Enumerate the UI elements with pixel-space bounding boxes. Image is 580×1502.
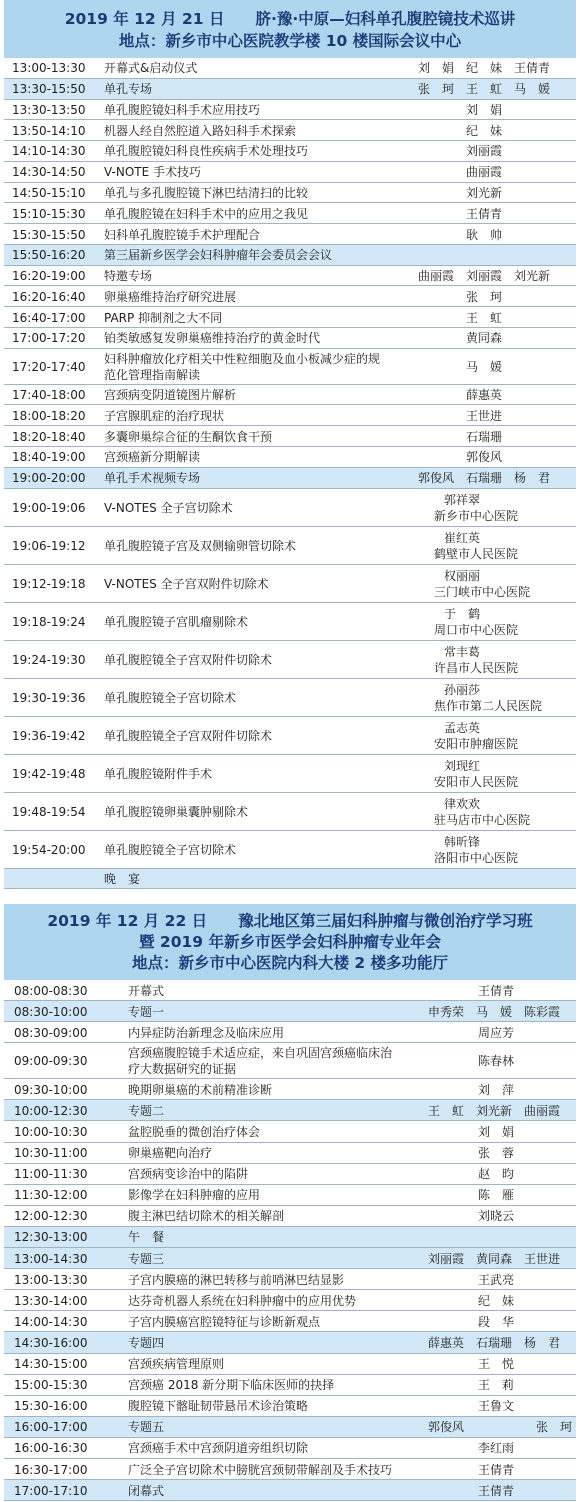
speaker-affiliation: 三门峡市中心医院: [434, 584, 531, 599]
schedule-row: [4, 224, 576, 245]
session-topic: 卵巢癌靶向治疗: [128, 1146, 213, 1161]
session-time: 13:00-13:30: [14, 1272, 88, 1287]
day2-table: [4, 980, 576, 1501]
session-time: 16:00-16:30: [14, 1441, 88, 1456]
session-time: 11:00-11:30: [14, 1167, 88, 1182]
speaker-affiliation: 鹤壁市人民医院: [434, 546, 519, 561]
session-chairs: 王 虹 刘光新 曲丽霞: [428, 1103, 561, 1118]
session-chairs: 薛惠英 石瑞珊 杨 君: [428, 1335, 561, 1350]
schedule-row: [4, 1290, 576, 1311]
session-speaker: 陈 雁: [478, 1188, 515, 1203]
session-topic: 开幕式&启动仪式: [104, 61, 198, 76]
session-speaker: 马 媛: [466, 359, 503, 374]
session-time: 19:36-19:42: [12, 728, 86, 743]
schedule-row: [4, 1164, 576, 1185]
session-topic: 单孔腹腔镜卵巢囊肿剔除术: [104, 804, 249, 819]
session-topic: 宫颈癌新分期解读: [104, 450, 201, 465]
session-topic: 特邀专场: [104, 269, 153, 284]
session-time: 15:00-15:30: [14, 1378, 88, 1393]
session-speaker: 张 珂: [466, 289, 503, 304]
session-chairs: 申秀荣 马 媛 陈彩霞: [428, 1004, 561, 1019]
session-speaker: 崔红英: [444, 530, 481, 545]
session-speaker: 王 虹: [466, 310, 503, 325]
schedule-row: [4, 1375, 576, 1396]
session-speaker: 常丰葛: [444, 644, 481, 659]
session-speaker: 王倩青: [478, 983, 515, 998]
session-time: 16:20-19:00: [12, 269, 86, 284]
schedule-row: [4, 1227, 576, 1248]
session-topic: 单孔腹腔镜附件手术: [104, 766, 213, 781]
session-speaker: 刘晓云: [478, 1209, 515, 1224]
session-topic: 专题三: [128, 1251, 165, 1266]
session-speaker: 韩昕锋: [444, 834, 481, 849]
session-time: 16:00-17:00: [14, 1420, 88, 1435]
speaker-affiliation: 焦作市第二人民医院: [434, 698, 543, 713]
session-time: 19:18-19:24: [12, 614, 86, 629]
session-time: 08:00-08:30: [14, 983, 88, 998]
session-time: 19:30-19:36: [12, 690, 86, 705]
schedule-row: [4, 1079, 576, 1100]
session-time: 13:30-13:50: [12, 102, 86, 117]
session-topic: 闭幕式: [128, 1483, 165, 1498]
schedule-row: [4, 328, 576, 349]
session-speaker: 纪 妹: [466, 123, 503, 138]
schedule-row: [4, 162, 576, 183]
speaker-affiliation: 洛阳市中心医院: [434, 850, 519, 865]
session-time: 17:40-18:00: [12, 388, 86, 403]
speaker-affiliation: 许昌市人民医院: [434, 660, 519, 675]
session-time: 15:10-15:30: [12, 206, 86, 221]
session-time: 14:30-15:00: [14, 1357, 88, 1372]
session-time: 15:50-16:20: [12, 248, 86, 263]
session-speaker: 孟志英: [444, 720, 481, 735]
session-speaker: 于 鹤: [444, 606, 481, 621]
session-time: 14:10-14:30: [12, 144, 86, 159]
day1-table: [4, 58, 576, 889]
session-topic: 广泛全子宫切除术中膀胱宫颈韧带解剖及手术技巧: [128, 1462, 393, 1477]
session-topic-continued: 疗大数据研究的证据: [128, 1062, 237, 1077]
session-topic: 单孔与多孔腹腔镜下淋巴结清扫的比较: [104, 185, 309, 200]
speaker-affiliation: 驻马店市中心医院: [434, 812, 531, 827]
session-topic: 多囊卵巢综合征的生酮饮食干预: [104, 429, 273, 444]
session-speaker: 王 悦: [478, 1357, 515, 1372]
day2-schedule: [4, 904, 576, 1501]
schedule-row: [4, 100, 576, 121]
session-time: 16:30-17:00: [14, 1462, 88, 1477]
session-time: 18:40-19:00: [12, 450, 86, 465]
session-time: 09:30-10:00: [14, 1082, 88, 1097]
session-topic: 子宫腺肌症的治疗现状: [104, 408, 225, 423]
schedule-row: [4, 527, 576, 565]
schedule-row: [4, 120, 576, 141]
session-time: 17:20-17:40: [12, 359, 86, 374]
schedule-row: [4, 1459, 576, 1480]
schedule-row: [4, 1100, 576, 1121]
schedule-row: [4, 1311, 576, 1332]
session-time: 16:40-17:00: [12, 310, 86, 325]
session-topic: 妇科单孔腹腔镜手术护理配合: [104, 227, 261, 242]
speaker-affiliation: 周口市中心医院: [434, 622, 519, 637]
schedule-row: [4, 1354, 576, 1375]
session-topic: 晚期卵巢癌的术前精准诊断: [128, 1082, 273, 1097]
schedule-row: [4, 468, 576, 489]
session-topic: 单孔腹腔镜在妇科手术中的应用之我见: [104, 206, 309, 221]
session-chairs: 郭俊风 石瑞珊 杨 君: [418, 471, 551, 486]
session-speaker: 石瑞珊: [466, 429, 503, 444]
schedule-row: [4, 831, 576, 869]
session-topic: 宫颈癌手术中宫颈阴道旁组织切除: [128, 1441, 309, 1456]
schedule-row: [4, 385, 576, 406]
session-time: 08:30-09:00: [14, 1025, 88, 1040]
day1-header: [4, 0, 576, 58]
session-topic: 单孔腹腔镜全子宫双附件切除术: [104, 728, 273, 743]
schedule-row: [4, 1143, 576, 1164]
session-topic: 专题一: [128, 1004, 165, 1019]
schedule-row: [4, 1185, 576, 1206]
session-speaker: 周应芳: [478, 1025, 515, 1040]
session-time: 17:00-17:10: [14, 1483, 88, 1498]
session-speaker: 刘 娟: [466, 102, 503, 117]
session-topic: 开幕式: [128, 983, 165, 998]
session-topic: 达芬奇机器人系统在妇科肿瘤中的应用优势: [128, 1293, 357, 1308]
session-time: 18:20-18:40: [12, 429, 86, 444]
session-topic: 专题四: [128, 1335, 165, 1350]
session-speaker: 律欢欢: [444, 796, 481, 811]
session-speaker: 王武亮: [478, 1272, 515, 1287]
session-time: 13:30-15:50: [12, 82, 86, 97]
session-topic: 铂类敏感复发卵巢癌维持治疗的黄金时代: [104, 331, 321, 346]
session-speaker: 刘 萍: [478, 1082, 515, 1097]
schedule-row: [4, 489, 576, 527]
session-time: 13:30-14:00: [14, 1293, 88, 1308]
session-chairs: 曲丽霞 刘丽霞 刘光新: [418, 269, 551, 284]
session-topic: V-NOTES 全子宫切除术: [104, 500, 233, 515]
schedule-row: [4, 307, 576, 328]
session-topic: 腹腔镜下髂耻韧带悬吊术诊治策略: [128, 1399, 309, 1414]
session-topic: 第三届新乡医学会妇科肿瘤年会委员会会议: [104, 248, 333, 263]
schedule-row: [4, 1438, 576, 1459]
schedule-row: [4, 79, 576, 100]
session-speaker: 刘现红: [444, 758, 481, 773]
schedule-row: [4, 203, 576, 224]
session-time: 19:12-19:18: [12, 576, 86, 591]
day2-venue: 地点：新乡市中心医院内科大楼 2 楼多功能厅: [131, 954, 449, 972]
session-topic: 单孔专场: [104, 82, 153, 97]
session-time: 10:00-10:30: [14, 1125, 88, 1140]
session-speaker: 段 华: [478, 1314, 515, 1329]
session-time: 10:00-12:30: [14, 1103, 88, 1118]
session-topic: 宫颈癌 2018 新分期下临床医师的抉择: [128, 1378, 335, 1393]
session-topic: 宫颈癌腹腔镜手术适应症，来自巩固宫颈癌临床治: [128, 1046, 393, 1061]
session-topic: 单孔腹腔镜全子宫切除术: [104, 690, 237, 705]
session-time: 12:30-13:00: [14, 1230, 88, 1245]
session-time: 19:00-19:06: [12, 500, 86, 515]
session-speaker: 王 莉: [478, 1378, 515, 1393]
session-time: 09:00-09:30: [14, 1054, 88, 1069]
schedule-row: [4, 793, 576, 831]
session-speaker: 权丽丽: [444, 568, 481, 583]
schedule-row: [4, 869, 576, 890]
schedule-row: [4, 1396, 576, 1417]
session-speaker: 耿 帅: [466, 227, 503, 242]
session-speaker: 孙丽莎: [444, 682, 481, 697]
schedule-row: [4, 426, 576, 447]
session-time: 13:00-14:30: [14, 1251, 88, 1266]
session-topic: 单孔手术视频专场: [104, 471, 201, 486]
session-speaker: 黄同森: [466, 331, 503, 346]
speaker-affiliation: 安阳市肿瘤医院: [434, 736, 519, 751]
schedule-row: [4, 58, 576, 79]
speaker-affiliation: 安阳市人民医院: [434, 774, 519, 789]
session-topic: 单孔腹腔镜子宫肌瘤剔除术: [104, 614, 249, 629]
session-topic: 单孔腹腔镜妇科良性疾病手术处理技巧: [104, 144, 309, 159]
session-topic: 单孔腹腔镜子宫及双侧输卵管切除术: [104, 538, 297, 553]
session-speaker: 曲丽霞: [466, 165, 503, 180]
session-time: 13:50-14:10: [12, 123, 86, 138]
session-speaker: 刘丽霞: [466, 144, 503, 159]
session-chairs: 郭俊风 张 珂: [428, 1420, 573, 1435]
session-speaker: 王倩青: [466, 206, 503, 221]
session-speaker: 薛惠英: [466, 388, 503, 403]
schedule-row: [4, 447, 576, 468]
schedule-row: [4, 1043, 576, 1079]
schedule-row: [4, 1269, 576, 1290]
session-time: 15:30-15:50: [12, 227, 86, 242]
schedule-row: [4, 349, 576, 385]
schedule-row: [4, 286, 576, 307]
session-time: 14:00-14:30: [14, 1314, 88, 1329]
day1-venue: 地点：新乡市中心医院教学楼 10 楼国际会议中心: [118, 32, 462, 50]
schedule-row: [4, 1001, 576, 1022]
session-topic: 影像学在妇科肿瘤的应用: [128, 1188, 261, 1203]
session-speaker: 纪 妹: [478, 1293, 515, 1308]
session-topic: 单孔腹腔镜全子宫双附件切除术: [104, 652, 273, 667]
session-time: 19:54-20:00: [12, 842, 86, 857]
speaker-affiliation: 新乡市中心医院: [434, 508, 519, 523]
session-topic: 子宫内膜癌的淋巴转移与前哨淋巴结显影: [128, 1272, 345, 1287]
session-time: 10:30-11:00: [14, 1146, 88, 1161]
session-topic: 内异症防治新理念及临床应用: [128, 1025, 285, 1040]
session-topic: 子宫内膜癌宫腔镜特征与诊断新观点: [128, 1314, 321, 1329]
schedule-row: [4, 245, 576, 266]
session-time: 14:30-14:50: [12, 165, 86, 180]
session-chairs: 刘丽霞 黄同森 王世进: [428, 1251, 561, 1266]
session-time: 11:30-12:00: [14, 1188, 88, 1203]
schedule-row: [4, 641, 576, 679]
session-time: 13:00-13:30: [12, 61, 86, 76]
session-speaker: 王倩青: [478, 1462, 515, 1477]
session-topic: 卵巢癌维持治疗研究进展: [104, 289, 237, 304]
schedule-row: [4, 1121, 576, 1142]
session-speaker: 王倩青: [478, 1483, 515, 1498]
session-speaker: 张 蓉: [478, 1146, 515, 1161]
day2-subtitle: 暨 2019 年新乡市医学会妇科肿瘤专业年会: [139, 933, 441, 951]
session-topic: 宫颈病变阴道镜图片解析: [104, 388, 237, 403]
session-time: 15:30-16:00: [14, 1399, 88, 1414]
schedule-row: [4, 405, 576, 426]
schedule-row: [4, 1480, 576, 1501]
session-speaker: 李红雨: [478, 1441, 515, 1456]
schedule-row: [4, 1332, 576, 1353]
session-time: 19:42-19:48: [12, 766, 86, 781]
session-topic-continued: 范化管理指南解读: [104, 367, 201, 382]
day2-title: 2019 年 12 月 22 日 豫北地区第三届妇科肿瘤与微创治疗学习班: [47, 912, 533, 930]
session-topic: 专题二: [128, 1103, 165, 1118]
schedule-row: [4, 1417, 576, 1438]
day1-schedule: [4, 0, 576, 889]
session-speaker: 刘光新: [466, 185, 503, 200]
schedule-row: [4, 141, 576, 162]
session-topic: 晚 宴: [104, 871, 141, 886]
session-topic: V-NOTE 手术技巧: [104, 165, 201, 180]
session-topic: 单孔腹腔镜全子宫切除术: [104, 842, 237, 857]
session-time: 19:06-19:12: [12, 538, 86, 553]
session-time: 12:00-12:30: [14, 1209, 88, 1224]
session-time: 19:00-20:00: [12, 471, 86, 486]
session-topic: 盆腔脱垂的微创治疗体会: [128, 1125, 261, 1140]
session-time: 19:48-19:54: [12, 804, 86, 819]
session-topic: 腹主淋巴结切除术的相关解剖: [128, 1209, 285, 1224]
session-chairs: 刘 娟 纪 妹 王倩青: [418, 61, 551, 76]
schedule-row: [4, 755, 576, 793]
session-speaker: 郭俊风: [466, 450, 503, 465]
schedule-row: [4, 183, 576, 204]
day1-title: 2019 年 12 月 21 日 脐·豫·中原—妇科单孔腹腔镜技术巡讲: [64, 10, 516, 28]
session-topic: 宫颈疾病管理原则: [128, 1357, 225, 1372]
schedule-row: [4, 603, 576, 641]
session-topic: 宫颈病变诊治中的陷阱: [128, 1167, 249, 1182]
session-time: 14:50-15:10: [12, 185, 86, 200]
schedule-row: [4, 565, 576, 603]
session-topic: V-NOTES 全子宫双附件切除术: [104, 576, 269, 591]
session-topic: 妇科肿瘤放化疗相关中性粒细胞及血小板减少症的规: [104, 351, 381, 366]
schedule-row: [4, 679, 576, 717]
session-time: 16:20-16:40: [12, 289, 86, 304]
session-speaker: 赵 昀: [478, 1167, 515, 1182]
session-topic: 机器人经自然腔道入路妇科手术探索: [104, 123, 297, 138]
schedule-row: [4, 1248, 576, 1269]
day2-header: [4, 904, 576, 980]
session-chairs: 张 珂 王 虹 马 媛: [418, 82, 551, 97]
session-speaker: 刘 娟: [478, 1125, 515, 1140]
session-topic: 单孔腹腔镜妇科手术应用技巧: [104, 102, 261, 117]
schedule-row: [4, 1022, 576, 1043]
schedule-row: [4, 266, 576, 287]
session-time: 19:24-19:30: [12, 652, 86, 667]
session-speaker: 陈春林: [478, 1054, 515, 1069]
session-time: 14:30-16:00: [14, 1335, 88, 1350]
session-speaker: 王世进: [466, 408, 503, 423]
session-topic: 专题五: [128, 1420, 165, 1435]
schedule-row: [4, 1206, 576, 1227]
schedule-row: [4, 717, 576, 755]
session-time: 08:30-10:00: [14, 1004, 88, 1019]
session-topic: PARP 抑制剂之大不同: [104, 310, 223, 325]
session-speaker: 郭祥翠: [444, 492, 481, 507]
session-time: 18:00-18:20: [12, 408, 86, 423]
session-speaker: 王鲁文: [478, 1399, 515, 1414]
session-topic: 午 餐: [128, 1230, 165, 1245]
schedule-row: [4, 980, 576, 1001]
session-time: 17:00-17:20: [12, 331, 86, 346]
